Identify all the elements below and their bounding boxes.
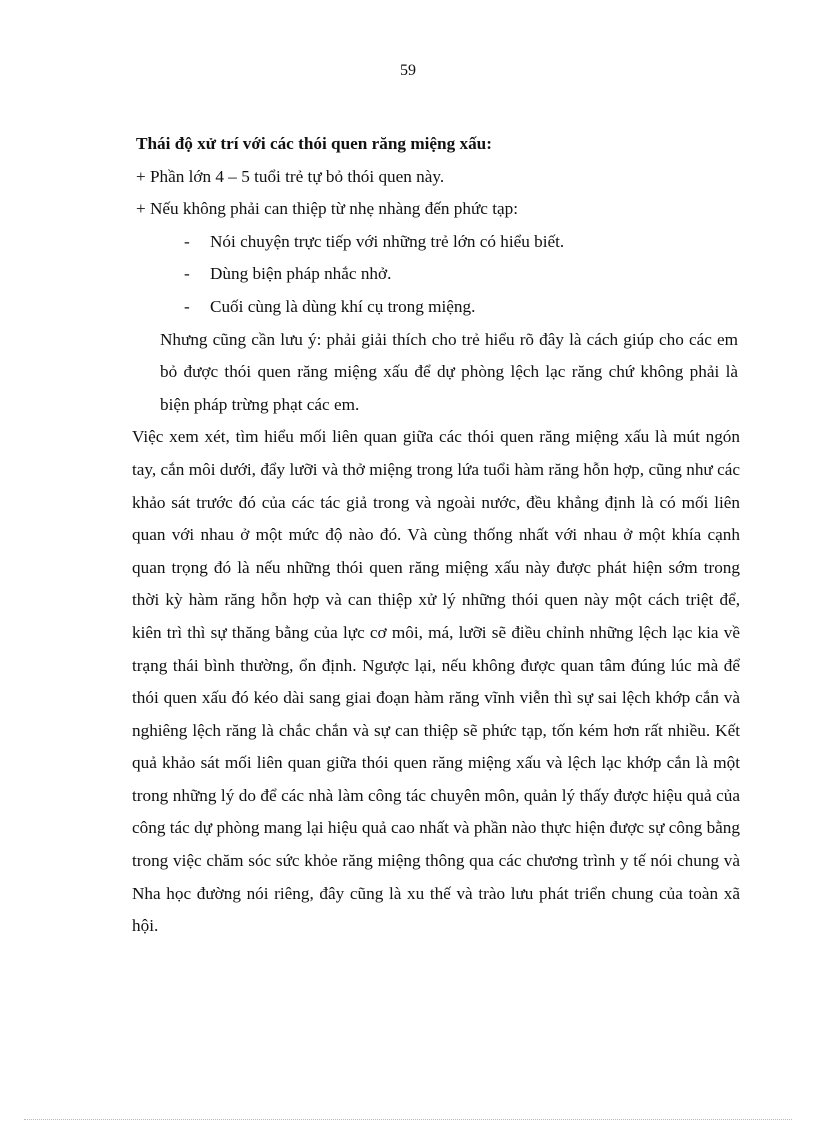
section-heading: Thái độ xử trí với các thói quen răng miệng xấu: — [136, 134, 492, 153]
point-self-quit: + Phần lớn 4 – 5 tuổi trẻ tự bỏ thói quen này. — [136, 166, 445, 186]
dash-marker: - — [184, 296, 190, 316]
list-item — [184, 258, 738, 291]
intervention-list — [136, 226, 738, 324]
dash-marker: - — [184, 231, 190, 251]
list-item-text: Dùng biện pháp nhắc nhở. — [210, 264, 392, 284]
point-intervention: + Nếu không phải can thiệp từ nhẹ nhàng đến phức tạp: — [136, 199, 519, 219]
page-bottom-rule — [24, 1119, 792, 1120]
page-number: 59 — [400, 62, 416, 79]
dash-marker: - — [184, 264, 190, 284]
list-item-text: Nói chuyện trực tiếp với những trẻ lớn có hiểu biết. — [210, 231, 565, 251]
list-item — [184, 291, 738, 324]
body-paragraph: Việc xem xét, tìm hiểu mối liên quan giữa các thói quen răng miệng xấu là mút ngón tay, cắn môi dưới, đẩy lưỡi và thở miệng trong lứa tuổi hàm răng hỗn hợp, cũng như các khảo sát trước đó của các tác giả trong và ngoài nước, đều khẳng định là có mối liên quan với nhau ở một mức độ nào đó. Và cùng thống nhất với nhau ở một khía cạnh quan trọng đó là nếu những thói quen răng miệng xấu này được phát hiện sớm trong thời kỳ hàm răng hỗn hợp và can thiệp xử lý những thói quen này một cách triệt để, kiên trì thì sự thăng bằng của lực cơ môi, má, lưỡi sẽ điều chỉnh những lệch lạc kia về trạng thái bình thường, ổn định. Ngược lại, nếu không được quan tâm đúng lúc mà để thói quen xấu đó kéo dài sang giai đoạn hàm răng vĩnh viễn thì sự sai lệch khớp cắn và nghiêng lệch răng là chắc chắn và sự can thiệp sẽ phức tạp, tốn kém hơn rất nhiều. Kết quả khảo sát mối liên quan giữa thói quen răng miệng xấu và lệch lạc khớp cắn là một trong những lý do để các nhà làm công tác chuyên môn, quản lý thấy được hiệu quả của công tác dự phòng mang lại hiệu quả cao nhất và phần nào thực hiện được sự công bằng trong việc chăm sóc sức khỏe răng miệng thông qua các chương trình y tế nói chung và Nha học đường nói riêng, đây cũng là xu thế và trào lưu phát triển chung của toàn xã hội. — [132, 427, 740, 936]
list-item-text: Cuối cùng là dùng khí cụ trong miệng. — [210, 296, 476, 316]
caution-note: Nhưng cũng cần lưu ý: phải giải thích cho trẻ hiểu rõ đây là cách giúp cho các em bỏ được thói quen răng miệng xấu để dự phòng lệch lạc răng chứ không phải là biện pháp trừng phạt các em. — [160, 329, 738, 414]
page-content — [132, 128, 740, 943]
list-item — [184, 226, 738, 259]
